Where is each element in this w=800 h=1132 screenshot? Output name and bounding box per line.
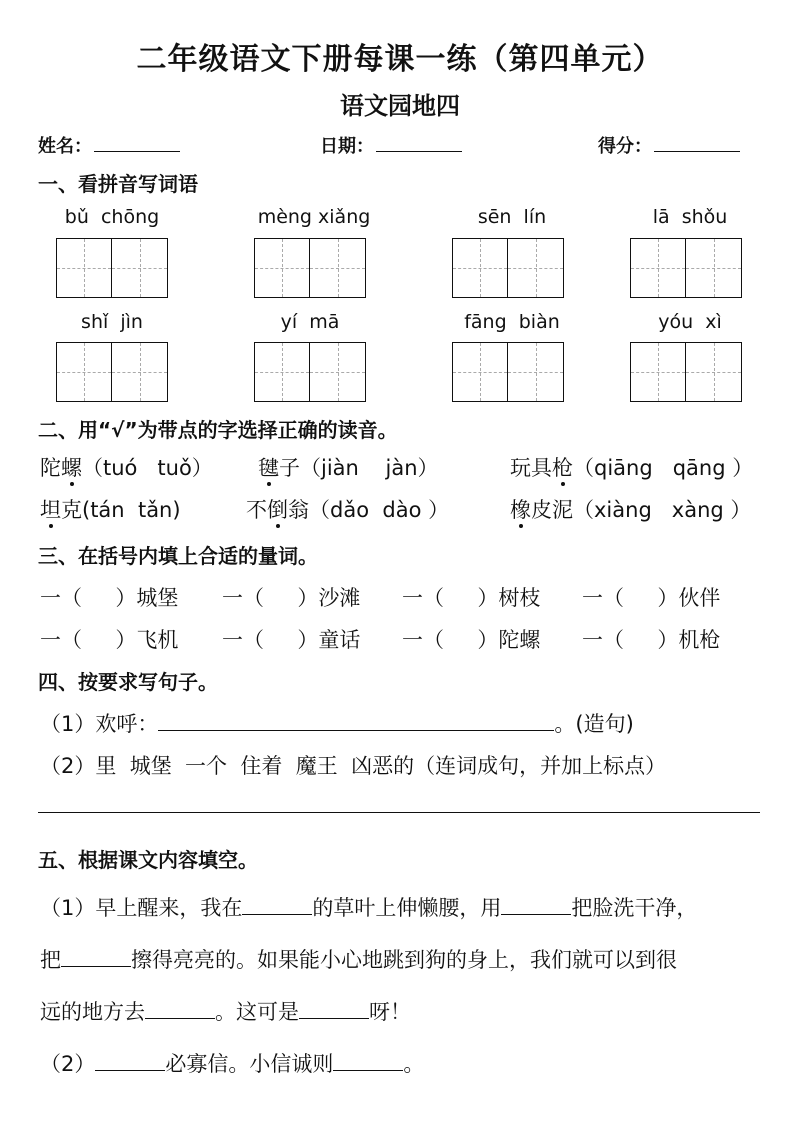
score-label: 得分： [598,136,652,157]
pinyin-label: fāng biàn [464,311,560,333]
sentence-question-1[interactable]: （1）欢呼： 。(造句) [40,712,634,736]
page-subtitle: 语文园地四 [340,92,460,120]
writing-grid[interactable] [56,238,168,298]
measure-word-item[interactable]: 一（ ）伙伴 [582,586,721,610]
pronunciation-item[interactable]: 毽子（jiàn jàn） [258,452,439,482]
pronunciation-item[interactable]: 不倒翁（dǎo dào ） [246,494,449,524]
writing-grid[interactable] [56,342,168,402]
name-label: 姓名： [38,136,92,157]
page-title: 二年级语文下册每课一练（第四单元） [136,42,664,77]
pronunciation-item[interactable]: 玩具枪（qiāng qāng ） [510,452,753,482]
pinyin-label: sēn lín [477,206,547,228]
pinyin-label: yóu xì [658,311,722,333]
writing-grid[interactable] [254,342,366,402]
name-field[interactable] [38,132,180,158]
pinyin-label: bǔ chōng [64,206,160,228]
writing-grid[interactable] [452,342,564,402]
pronunciation-item[interactable]: 橡皮泥（xiàng xàng ） [510,494,751,524]
measure-word-item[interactable]: 一（ ）陀螺 [402,628,541,652]
measure-word-item[interactable]: 一（ ）童话 [222,628,361,652]
pronunciation-item[interactable]: 坦克(tán tǎn) [40,494,181,524]
date-field[interactable] [320,132,462,158]
date-label: 日期： [320,136,374,157]
pronunciation-item[interactable]: 陀螺（tuó tuǒ） [40,452,213,482]
pinyin-label: yí mā [280,311,340,333]
section-1-heading: 一、看拼音写词语 [38,172,198,196]
answer-line[interactable] [38,812,760,813]
pinyin-label: lā shǒu [652,206,728,228]
fill-blank-paragraph-2[interactable]: 把 擦得亮亮的。如果能小心地跳到狗的身上，我们就可以到很 [40,948,677,972]
pinyin-label: shǐ jìn [81,311,143,333]
fill-blank-paragraph-1[interactable]: （1）早上醒来，我在 的草叶上伸懒腰，用 把脸洗干净， [40,896,698,920]
pinyin-label: mèng xiǎng [257,206,371,228]
fill-blank-paragraph-3[interactable]: 远的地方去 。这可是 呀！ [40,1000,411,1024]
writing-grid[interactable] [254,238,366,298]
measure-word-item[interactable]: 一（ ）沙滩 [222,586,361,610]
section-3-heading: 三、在括号内填上合适的量词。 [38,544,318,568]
section-5-heading: 五、根据课文内容填空。 [38,848,258,872]
measure-word-item[interactable]: 一（ ）飞机 [40,628,179,652]
writing-grid[interactable] [630,238,742,298]
section-2-heading: 二、用“√”为带点的字选择正确的读音。 [38,418,398,442]
measure-word-item[interactable]: 一（ ）城堡 [40,586,179,610]
measure-word-item[interactable]: 一（ ）机枪 [582,628,721,652]
score-field[interactable] [598,132,740,158]
section-4-heading: 四、按要求写句子。 [38,670,218,694]
writing-grid[interactable] [452,238,564,298]
measure-word-item[interactable]: 一（ ）树枝 [402,586,541,610]
fill-blank-question-2[interactable]: （2） 必寡信。小信诚则 。 [40,1052,425,1076]
writing-grid[interactable] [630,342,742,402]
sentence-question-2: （2）里 城堡 一个 住着 魔王 凶恶的（连词成句，并加上标点） [40,754,667,778]
